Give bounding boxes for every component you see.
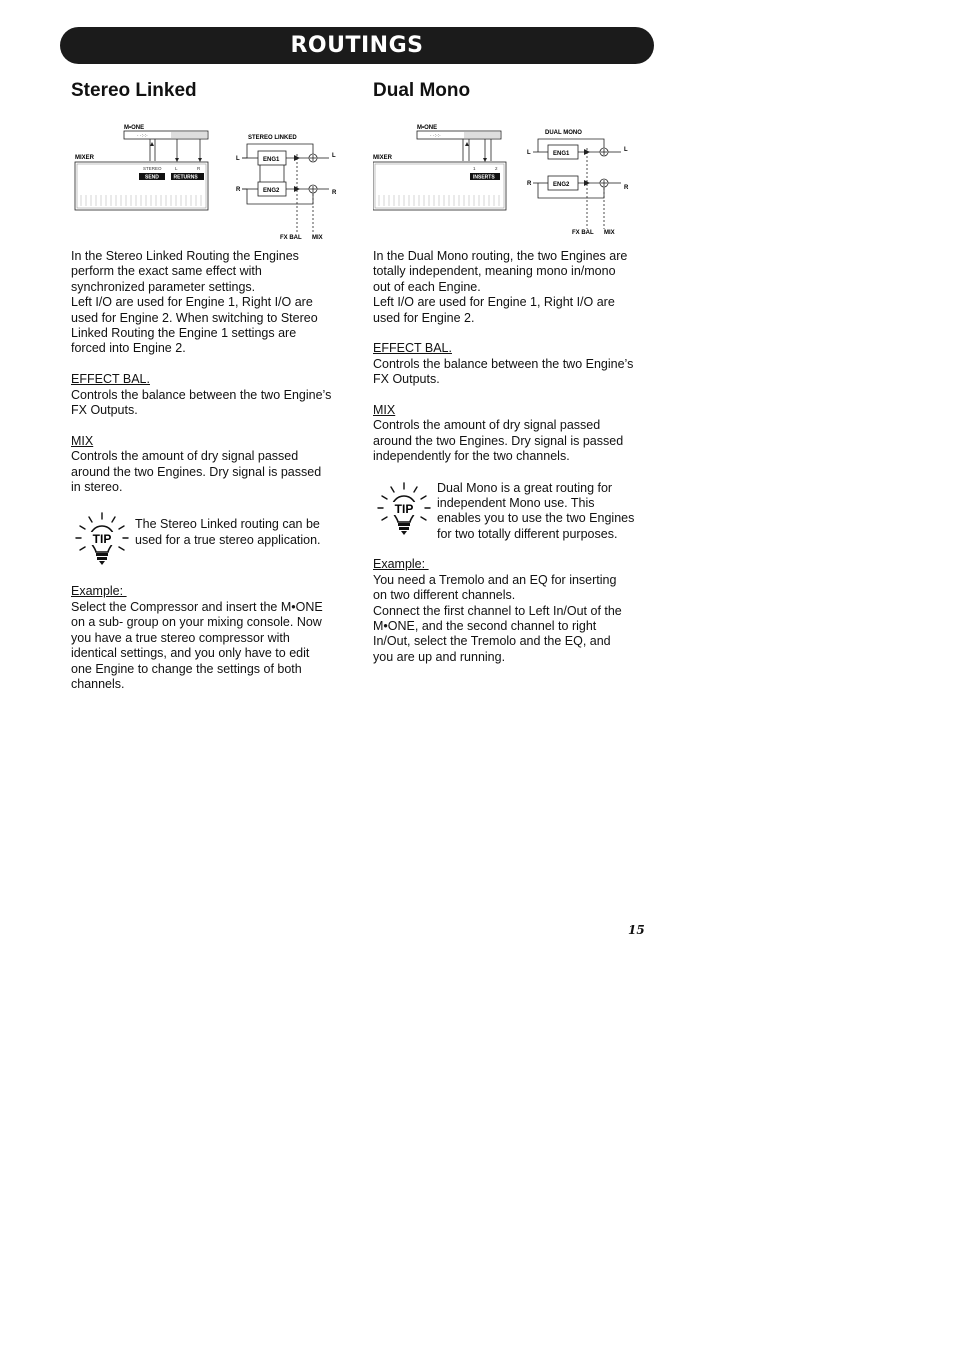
section-banner <box>60 27 654 64</box>
dual-mono-intro: In the Dual Mono routing, the two Engines are totally independent, meaning mono in/mono out of each Engine. Left I/O are used for Engine 1, Right I/O are used for Engine 2. <box>373 249 628 325</box>
mix-heading: MIX <box>71 433 94 448</box>
example-heading: Example: <box>373 557 429 572</box>
eng2-label: ENG2 <box>263 188 280 194</box>
eng2-label: ENG2 <box>553 182 570 188</box>
dual-mono-example: Example: You need a Tremolo and an EQ for inserting on two different channels. Connect the first channel to Left In/Out of the M•ONE, and the second channel to right In/Out, select the Tremolo and the EQ, and you are up and running. <box>373 557 648 665</box>
effect-bal-heading: EFFECT BAL. <box>373 341 452 356</box>
dual-mono-routing-diagram <box>373 114 653 249</box>
mone-display: · ·:·:· <box>137 133 148 139</box>
output-l-label: L <box>332 153 336 159</box>
output-r-label: R <box>332 190 337 196</box>
routing-title: DUAL MONO <box>545 130 582 136</box>
input-l-label: L <box>527 150 531 156</box>
stereo-linked-diagram <box>71 114 346 249</box>
stereo-linked-intro: In the Stereo Linked Routing the Engines perform the exact same effect with synchronized parameter settings. Left I/O are used for Engine 1, Right I/O are used for Engine 2. When switching to Stereo Linked Routing the Engine 1 settings are forced into Engine 2. <box>71 249 318 356</box>
example-heading: Example: <box>71 584 127 599</box>
mixer-body <box>373 162 506 210</box>
mone-label: M•ONE <box>417 125 438 131</box>
mix-heading: MIX <box>373 403 396 418</box>
input-r-label: R <box>236 187 241 193</box>
ch2-label: 2 <box>495 166 498 171</box>
routing-title: STEREO LINKED <box>248 135 297 141</box>
fx-bal-label: FX BAL <box>280 235 302 241</box>
dual-mono-mix: MIX Controls the amount of dry signal passed around the two Engines. Dry signal is passed independently for the two channels. <box>373 403 648 465</box>
returns-label: RETURNS <box>173 174 198 181</box>
stereo-label: STEREO <box>143 166 162 171</box>
dual-mono-tip-text: Dual Mono is a great routing for independent Mono use. This enables you to use the two Engines for two totally different purposes. <box>437 480 635 541</box>
mone-panel <box>464 132 500 138</box>
dual-mono-heading: Dual Mono <box>373 80 471 101</box>
mone-label: M•ONE <box>124 125 145 131</box>
stereo-linked-heading: Stereo Linked <box>71 80 197 101</box>
mixer-label: MIXER <box>373 155 393 161</box>
stereo-linked-tip <box>71 511 346 569</box>
mix-label: MIX <box>604 230 615 236</box>
tip-icon-label: TIP <box>394 501 414 516</box>
tip-icon-label: TIP <box>92 532 112 547</box>
l-label: L <box>175 166 178 171</box>
stereo-linked-effect-bal: EFFECT BAL. Controls the balance between the two Engine’s FX Outputs. <box>71 372 346 418</box>
mone-panel <box>171 132 207 138</box>
dual-mono-tip <box>373 481 648 543</box>
tip-bulb-icon <box>71 511 133 569</box>
inserts-label: INSERTS <box>473 174 495 181</box>
eng1-label: ENG1 <box>263 157 280 163</box>
stereo-linked-example: Example: Select the Compressor and insert the M•ONE on a sub- group on your mixing console. Now you have a true stereo compressor with identical settings, and you only have to edit one Engine to change the settings of both channels. <box>71 584 346 692</box>
mix-label: MIX <box>312 235 323 241</box>
dual-mono-effect-bal: EFFECT BAL. Controls the balance between the two Engine’s FX Outputs. <box>373 341 648 387</box>
eng1-label: ENG1 <box>553 151 570 157</box>
tip-bulb-icon <box>373 481 435 539</box>
ch1-label: 1 <box>473 166 476 171</box>
stereo-linked-routing-diagram <box>71 114 351 249</box>
r-label: R <box>197 166 201 171</box>
input-l-label: L <box>236 156 240 162</box>
fx-bal-label: FX BAL <box>572 230 594 236</box>
dual-mono-column <box>373 78 648 665</box>
mone-display: · ·:·:· <box>430 133 441 139</box>
effect-bal-heading: EFFECT BAL. <box>71 372 150 387</box>
output-r-label: R <box>624 185 629 191</box>
banner-title: ROUTINGS <box>290 33 424 58</box>
input-r-label: R <box>527 181 532 187</box>
mixer-body <box>75 162 208 210</box>
mixer-label: MIXER <box>75 155 95 161</box>
page-number: 15 <box>628 923 645 937</box>
send-label: SEND <box>145 174 159 181</box>
dual-mono-diagram <box>373 114 648 249</box>
stereo-linked-column <box>71 78 346 692</box>
output-l-label: L <box>624 147 628 153</box>
stereo-linked-mix: MIX Controls the amount of dry signal passed around the two Engines. Dry signal is passed in stereo. <box>71 434 346 496</box>
stereo-linked-tip-text: The Stereo Linked routing can be used for a true stereo application. <box>135 517 321 547</box>
